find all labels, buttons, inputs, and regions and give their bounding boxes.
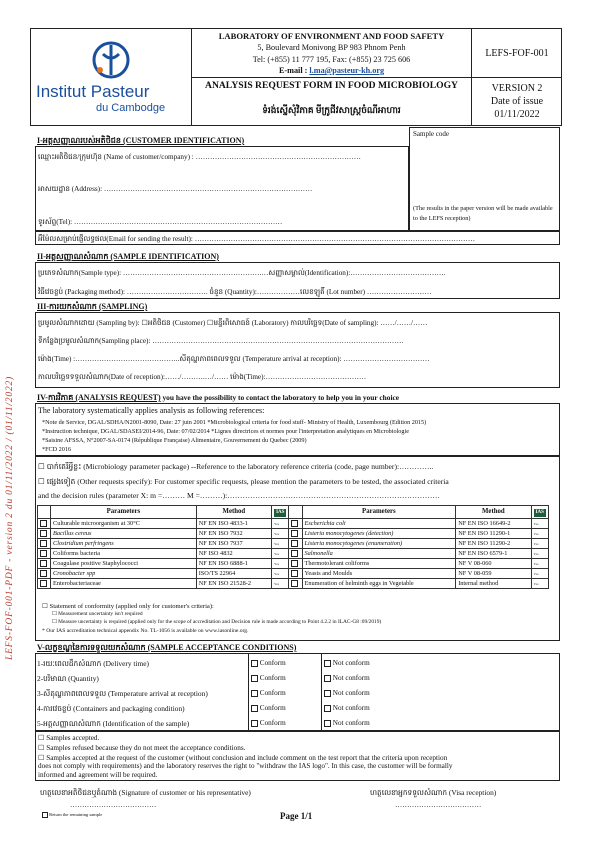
table-row [38, 549, 549, 559]
lab-address: 5, Boulevard Monivong BP 983 Phnom Penh [257, 43, 406, 52]
conform-option[interactable] [251, 674, 286, 682]
parameter-method: NF EN ISO 7932 [196, 529, 271, 539]
not-conform-option[interactable] [324, 704, 370, 712]
parameter-name: Enterobacteriaceae [51, 579, 197, 589]
uncertainty-required[interactable]: ☐ Measure uncertainty is required (applied only for the scope of accreditation and Decision rule is made according to Point 4.2.2 in ILAC-G8 :09/2019) [52, 619, 382, 625]
ias-yes-tag: Yes [533, 521, 539, 526]
decision-rules-field[interactable]: and the decision rules (parameter X: m =……… M =………):………………………………………………………………………… [38, 491, 440, 500]
conform-option[interactable] [251, 689, 286, 697]
signature-reception-dots[interactable]: ……………………………… [395, 801, 482, 809]
parameter-name: Culturable microorganism at 30°C [51, 519, 197, 529]
accreditation-note: * Our IAS accreditation technical appendix No. TL-1056 is available on www.iasonline.org. [42, 628, 249, 634]
sample-code-label: Sample code [413, 130, 449, 138]
parameter-name: Yeasts and Moulds [302, 569, 456, 579]
ias-cell [531, 579, 548, 589]
acceptance-criterion: 3-សីតុណ្ហភាពពេលទទួល (Temperature arrival at reception) [37, 689, 208, 698]
parameter-method: NF EN ISO 21528-2 [196, 579, 271, 589]
form-title: ANALYSIS REQUEST FORM IN FOOD MICROBIOLOGY [205, 80, 458, 91]
reception-date-field[interactable]: កាលបរិច្ឆេទទទួលសំណាក(Date of reception):……/……….…/…… ម៉ោង(Time):…………………………………… [38, 373, 367, 381]
return-sample-option[interactable] [42, 812, 102, 818]
conform-option[interactable] [251, 704, 286, 712]
customer-email-field[interactable]: អ៊ីម៉ែលសម្រាប់ផ្ញើលទ្ធផល(Email for sending the result): ……………………………………………………………………………………………………… [38, 235, 476, 243]
side-version-watermark: LEFS-FOF-001-PDF - version 2 du 01/11/2022 / (01/11/2022) [5, 375, 15, 660]
email-label: E-mail : [278, 66, 310, 75]
parameter-method: NF EN ISO 11290-1 [456, 529, 531, 539]
sampling-by-field[interactable]: ប្រមូលសំណាកដោយ (Sampling by): ☐អតិថិជន (Customer) ☐មន្ទីរពិសោធន៍ (Laboratory) កាលបរិច្ឆេទ(Date of sampling): ……/……/…… [38, 319, 428, 327]
not-conform-label: Not conform [332, 704, 370, 712]
check-cell-left[interactable] [38, 559, 51, 569]
conform-checkbox[interactable] [251, 675, 258, 682]
parameter-name: Cronobacter spp [51, 569, 197, 579]
header-ias-right [531, 506, 548, 519]
header-method-left: Method [196, 506, 271, 519]
parameter-name: Coliforms bacteria [51, 549, 197, 559]
not-conform-checkbox[interactable] [324, 720, 331, 727]
conform-checkbox[interactable] [251, 720, 258, 727]
parameter-checkbox[interactable] [40, 520, 47, 527]
not-conform-label: Not conform [332, 659, 370, 667]
ias-cell [272, 539, 289, 549]
customer-tel-field[interactable]: ទូរស័ព្ទ(Tel): …………………………………………………………………………… [38, 218, 283, 226]
parameter-checkbox[interactable] [40, 580, 47, 587]
parameters-table [37, 505, 549, 589]
not-conform-option[interactable] [324, 689, 370, 697]
parameter-method: NF EN ISO 16649-2 [456, 519, 531, 529]
ias-cell [531, 569, 548, 579]
parameter-method: NF V 08-060 [456, 559, 531, 569]
ias-yes-tag: Yes [533, 551, 539, 556]
ias-cell [272, 559, 289, 569]
acceptance-criterion: 2-បរិមាណ (Quantity) [37, 674, 99, 683]
parameter-name: Enumeration of helminth eggs in Vegetable [302, 579, 456, 589]
conform-checkbox[interactable] [251, 660, 258, 667]
check-cell-left[interactable] [38, 529, 51, 539]
customer-name-field[interactable]: ឈ្មោះអតិថិជន/ក្រុមហ៊ុន (Name of customer/company) : …………………………………………………………… [38, 153, 361, 161]
not-conform-checkbox[interactable] [324, 705, 331, 712]
header-parameters-right: Parameters [302, 506, 456, 519]
not-conform-checkbox[interactable] [324, 690, 331, 697]
ias-yes-tag: Yes [274, 521, 280, 526]
analysis-ref-4: *FCD 2016 [42, 446, 72, 453]
check-cell-left[interactable] [38, 539, 51, 549]
parameter-checkbox[interactable] [291, 550, 298, 557]
not-conform-label: Not conform [332, 674, 370, 682]
parameter-method: NF EN ISO 6888-1 [196, 559, 271, 569]
header-ias-left [272, 506, 289, 519]
ias-cell [531, 549, 548, 559]
acceptance-col-divider-1 [248, 653, 249, 731]
ias-yes-tag: Yes [274, 551, 280, 556]
other-request-option[interactable]: ☐ ផ្សេងទៀត (Other requests specify): For customer specific requests, please mention the parameters to be tested, the associated criteria [38, 477, 449, 486]
analysis-ref-1: *Note de Service, DGAL/SDHA/N2001-8090, Date: 27 juin 2001 *Microbiological criteria for food stuff- Ministry of Health, Luxembourg (Edition 2015) [42, 419, 427, 426]
parameter-checkbox[interactable] [291, 580, 298, 587]
table-row [38, 569, 549, 579]
header-hline-right [471, 77, 562, 78]
conform-label: Conform [259, 719, 286, 727]
not-conform-checkbox[interactable] [324, 660, 331, 667]
return-sample-label: Return the remaining sample [49, 812, 103, 818]
parameter-method: NF EN ISO 7937 [196, 539, 271, 549]
decision-refused[interactable]: ☐ Samples refused because they do not meet the acceptance conditions. [38, 744, 246, 752]
ias-cell [272, 519, 289, 529]
logo-text-1: Institut Pasteur [36, 82, 150, 101]
customer-address-field[interactable]: អាសយដ្ឋាន (Address): …………………………………………………………………………… [38, 185, 313, 193]
conform-label: Conform [259, 704, 286, 712]
sample-type-field[interactable]: ប្រភេទសំណាក(Sample type): ………………………………………………….…សញ្ញាសម្គាល់(Identification):…………………………………. [38, 269, 446, 277]
acceptance-col-divider-2 [321, 653, 322, 731]
parameter-name: Escherichia coli [302, 519, 456, 529]
ias-yes-tag: Yes [274, 571, 280, 576]
parameter-checkbox[interactable] [40, 570, 47, 577]
parameter-method: NF EN ISO 11290-2 [456, 539, 531, 549]
ias-yes-tag: Yes [533, 571, 539, 576]
logo-text-2: du Cambodge [96, 102, 166, 114]
ias-cell [272, 569, 289, 579]
institut-pasteur-logo [36, 40, 186, 120]
check-cell-right[interactable] [289, 579, 302, 589]
sampling-time-field[interactable]: ម៉ោង(Time) :……………………………………..សីតុណ្ហភាពពេលទទួល (Temperature arrival at reception): ……………………………… [38, 355, 430, 363]
header-check-col-right [289, 506, 302, 519]
acceptance-criterion: 5-អត្តសញ្ញាណសំណាក (Identification of the sample) [37, 719, 190, 728]
conform-option[interactable] [251, 719, 286, 727]
parameter-name: Salmonella [302, 549, 456, 559]
ias-logo-left: IAS [276, 509, 285, 515]
table-row [38, 519, 549, 529]
not-conform-option[interactable] [324, 659, 370, 667]
email-link[interactable]: l.ma@pasteur-kh.org [309, 66, 385, 75]
not-conform-checkbox[interactable] [324, 675, 331, 682]
form-title-km: ទំរង់ស្នើសុំវិភាគ មីក្រូជីវសាស្រ្តចំណីអាហារ [262, 105, 401, 115]
decision-accepted-request[interactable]: ☐ Samples accepted at the request of the customer (without conclusion and include comment on the test report that the criteria upon reception [38, 754, 448, 762]
sampling-place-field[interactable]: ទីកន្លែងប្រមូលសំណាក(Sampling place): …………………………………………………………………………………………… [38, 337, 404, 345]
lab-name: LABORATORY OF ENVIRONMENT AND FOOD SAFETY [218, 31, 445, 41]
parameter-name: Coagulase positive Staphylococci [51, 559, 197, 569]
parameter-checkbox[interactable] [40, 560, 47, 567]
parameter-checkbox[interactable] [291, 540, 298, 547]
section-sample-title: II-អត្តសញ្ញាណសំណាក (SAMPLE IDENTIFICATION) [37, 252, 219, 261]
not-conform-option[interactable] [324, 719, 370, 727]
signature-customer-dots[interactable]: ……………………………… [70, 801, 157, 809]
ias-cell [531, 539, 548, 549]
parameter-name: Listeria monocytogenes (detection) [302, 529, 456, 539]
parameter-name: Bacillus cereus [51, 529, 197, 539]
check-cell-right[interactable] [289, 519, 302, 529]
conform-checkbox[interactable] [251, 690, 258, 697]
check-cell-left[interactable] [38, 569, 51, 579]
ias-cell [531, 519, 548, 529]
ias-yes-tag: Yes [533, 561, 539, 566]
ias-yes-tag: Yes [274, 541, 280, 546]
conform-checkbox[interactable] [251, 705, 258, 712]
parameter-method: NF V 08-059 [456, 569, 531, 579]
parameter-method: NF ISO 4832 [196, 549, 271, 559]
decision-text-2: does not comply with requirements) and the laboratory reserves the right to "withdraw the IAS logo". In this case, the customer will be formally [38, 762, 453, 770]
ias-yes-tag: Yes [274, 581, 280, 586]
parameters-header-row [38, 506, 549, 519]
uncertainty-not-required[interactable]: ☐ Measurement uncertainty isn't required [52, 611, 143, 617]
parameter-method: ISO/TS 22964 [196, 569, 271, 579]
section-acceptance-title: V-លក្ខខណ្ឌនៃការទទួលយកសំណាក (SAMPLE ACCEPTANCE CONDITIONS) [37, 643, 297, 652]
parameter-name: Clostridium perfringens [51, 539, 197, 549]
doc-date: 01/11/2022 [494, 109, 540, 120]
ias-cell [531, 559, 548, 569]
statement-of-conformity[interactable]: ☐ Statement of conformity (applied only for customer's criteria): [42, 603, 214, 610]
not-conform-option[interactable] [324, 674, 370, 682]
section-sampling-title: III-ការយកសំណាក (SAMPLING) [37, 302, 148, 311]
table-row [38, 529, 549, 539]
acceptance-criterion: 1-រយៈពេលដឹកសំណាក (Delivery time) [37, 659, 149, 668]
header-parameters-left: Parameters [51, 506, 197, 519]
conform-option[interactable] [251, 659, 286, 667]
conform-label: Conform [259, 689, 286, 697]
decision-text-3: informed and agreement will be required. [38, 771, 158, 779]
parameter-checkbox[interactable] [40, 530, 47, 537]
ias-yes-tag: Yes [533, 541, 539, 546]
parameter-name: Listeria monocytogenes (enumeration) [302, 539, 456, 549]
parameter-checkbox[interactable] [40, 550, 47, 557]
ias-cell [531, 529, 548, 539]
parameter-checkbox[interactable] [291, 570, 298, 577]
check-cell-left[interactable] [38, 519, 51, 529]
sample-code-note: (The results in the paper version will be made available to the LEFS reception) [413, 205, 553, 222]
return-sample-checkbox[interactable] [42, 812, 48, 818]
signature-customer-label: ហត្ថលេខាអតិថិជនឬតំណាង (Signature of customer or his representative) [40, 788, 251, 797]
parameter-checkbox[interactable] [291, 560, 298, 567]
parameter-name: Thermotolerant coliforms [302, 559, 456, 569]
analysis-intro: The laboratory systematically applies analysis as following references: [38, 406, 265, 415]
acceptance-criterion: 4-ការវេចខ្ចប់ (Containers and packaging condition) [37, 704, 185, 713]
decision-accepted[interactable]: ☐ Samples accepted. [38, 734, 100, 742]
parameters-body [38, 519, 549, 589]
parameter-method: NF EN ISO 4833-1 [196, 519, 271, 529]
parameter-package-option[interactable]: ☐ បាក់តេរីអ្វីខ្លះ (Microbiology parameter package) --Reference to the laboratory reference criteria (code, page number):………….. [38, 462, 434, 471]
parameter-checkbox[interactable] [291, 520, 298, 527]
parameter-method: Internal method [456, 579, 531, 589]
lab-phone: Tel: (+855) 11 777 195, Fax: (+855) 23 725 606 [252, 55, 411, 64]
header-method-right: Method [456, 506, 531, 519]
check-cell-right[interactable] [289, 559, 302, 569]
parameter-checkbox[interactable] [291, 530, 298, 537]
check-cell-left[interactable] [38, 549, 51, 559]
analysis-ref-2: *Instruction technique, DGAL/SDASEI/2014-96, Date: 07/02/2014 *Lignes directrices et normes pour l'interpretation analytiques en Microbiologie [42, 428, 409, 435]
table-row [38, 539, 549, 549]
parameter-method: NF EN ISO 6579-1 [456, 549, 531, 559]
ias-cell [272, 549, 289, 559]
ias-cell [272, 529, 289, 539]
doc-version: VERSION 2 [491, 83, 543, 94]
header-check-col-left [38, 506, 51, 519]
check-cell-right[interactable] [289, 549, 302, 559]
check-cell-right[interactable] [289, 529, 302, 539]
ias-yes-tag: Yes [533, 581, 539, 586]
section-customer-title: I-អត្តសញ្ញាណរបស់អតិថិជន (CUSTOMER IDENTIFICATION) [37, 136, 245, 145]
ias-yes-tag: Yes [533, 531, 539, 536]
analysis-ref-3: *Saisine AFSSA, N°2007-SA-0174 (République Française) Alimentaire, Gouvernement du Quebec (2009) [42, 437, 307, 444]
ias-yes-tag: Yes [274, 531, 280, 536]
conform-label: Conform [259, 674, 286, 682]
ias-logo-right: IAS [535, 509, 544, 515]
packaging-field[interactable]: វិធីវេចខ្ចប់ (Packaging method): ……………………………. ចំនួន (Quantity):………………លេខឡូតិ៍ (Lot number) ……………………… [38, 288, 432, 296]
check-cell-right[interactable] [289, 539, 302, 549]
not-conform-label: Not conform [332, 689, 370, 697]
ias-cell [272, 579, 289, 589]
section-analysis-suffix: you have the possibility to contact the laboratory to help you in your choice [160, 393, 400, 402]
pasteur-logo-icon [91, 40, 131, 80]
ias-yes-tag: Yes [274, 561, 280, 566]
page-number: Page 1/1 [280, 811, 313, 821]
check-cell-right[interactable] [289, 569, 302, 579]
parameter-checkbox[interactable] [40, 540, 47, 547]
not-conform-label: Not conform [332, 719, 370, 727]
lab-email-line [192, 66, 471, 75]
section-analysis-title: IV-ការវិភាគ (ANALYSIS REQUEST) [37, 393, 161, 402]
doc-code: LEFS-FOF-001 [485, 48, 549, 59]
conform-label: Conform [259, 659, 286, 667]
doc-date-label: Date of issue [490, 96, 544, 107]
table-row [38, 579, 549, 589]
check-cell-left[interactable] [38, 579, 51, 589]
table-row [38, 559, 549, 569]
signature-reception-label: ហត្ថលេខាអ្នកទទួលសំណាក (Visa reception) [370, 788, 497, 797]
